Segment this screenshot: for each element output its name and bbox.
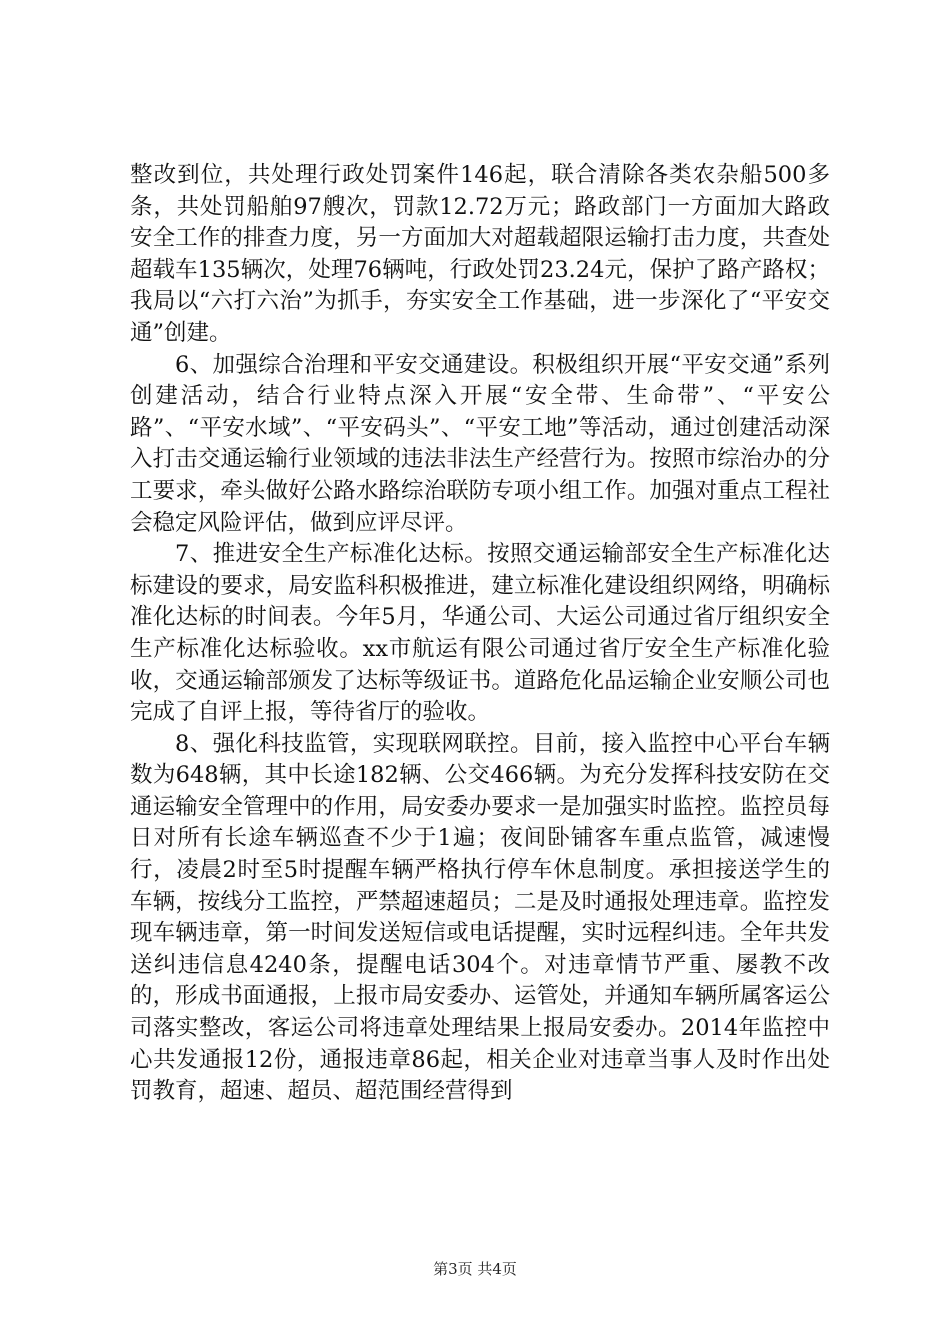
page-number-footer: 第3页 共4页 [433, 1260, 517, 1278]
paragraph-item-8: 8、强化科技监管，实现联网联控。目前，接入监控中心平台车辆数为648辆，其中长途182辆、公交466辆。为充分发挥科技安防在交通运输安全管理中的作用，局安委办要求一是加强实时监控。监控员每日对所有长途车辆巡查不少于1遍；夜间卧铺客车重点监管，减速慢行，凌晨2时至5时提醒车辆严格执行停车休息制度。承担接送学生的车辆，按线分工监控，严禁超速超员；二是及时通报处理违章。监控发现车辆违章，第一时间发送短信或电话提醒，实时远程纠违。全年共发送纠违信息4240条，提醒电话304个。对违章情节严重、屡教不改的，形成书面通报，上报市局安委办、运管处，并通知车辆所属客运公司落实整改，客运公司将违章处理结果上报局安委办。2014年监控中心共发通报12份，通报违章86起，相关企业对违章当事人及时作出处罚教育，超速、超员、超范围经营得到 [130, 730, 830, 1105]
paragraph-item-6: 6、加强综合治理和平安交通建设。积极组织开展“平安交通”系列创建活动，结合行业特点深入开展“安全带、生命带”、“平安公路”、“平安水域”、“平安码头”、“平安工地”等活动，通过创建活动深入打击交通运输行业领域的违法非法生产经营行为。按照市综治办的分工要求，牵头做好公路水路综治联防专项小组工作。加强对重点工程社会稳定风险评估，做到应评尽评。 [130, 351, 830, 536]
paragraph-item-7: 7、推进安全生产标准化达标。按照交通运输部安全生产标准化达标建设的要求，局安监科积极推进，建立标准化建设组织网络，明确标准化达标的时间表。今年5月，华通公司、大运公司通过省厅组织安全生产标准化达标验收。xx市航运有限公司通过省厅安全生产标准化验收，交通运输部颁发了达标等级证书。道路危化品运输企业安顺公司也完成了自评上报，等待省厅的验收。 [130, 541, 830, 726]
paragraph-continuation: 整改到位，共处理行政处罚案件146起，联合清除各类农杂船500多条，共处罚船舶97艘次，罚款12.72万元；路政部门一方面加大路政安全工作的排查力度，另一方面加大对超载超限运输打击力度，共查处超载车135辆次，处理76辆吨，行政处罚23.24元，保护了路产路权；我局以“六打六治”为抓手，夯实安全工作基础，进一步深化了“平安交通”创建。 [130, 162, 830, 346]
document-body [130, 160, 830, 1108]
